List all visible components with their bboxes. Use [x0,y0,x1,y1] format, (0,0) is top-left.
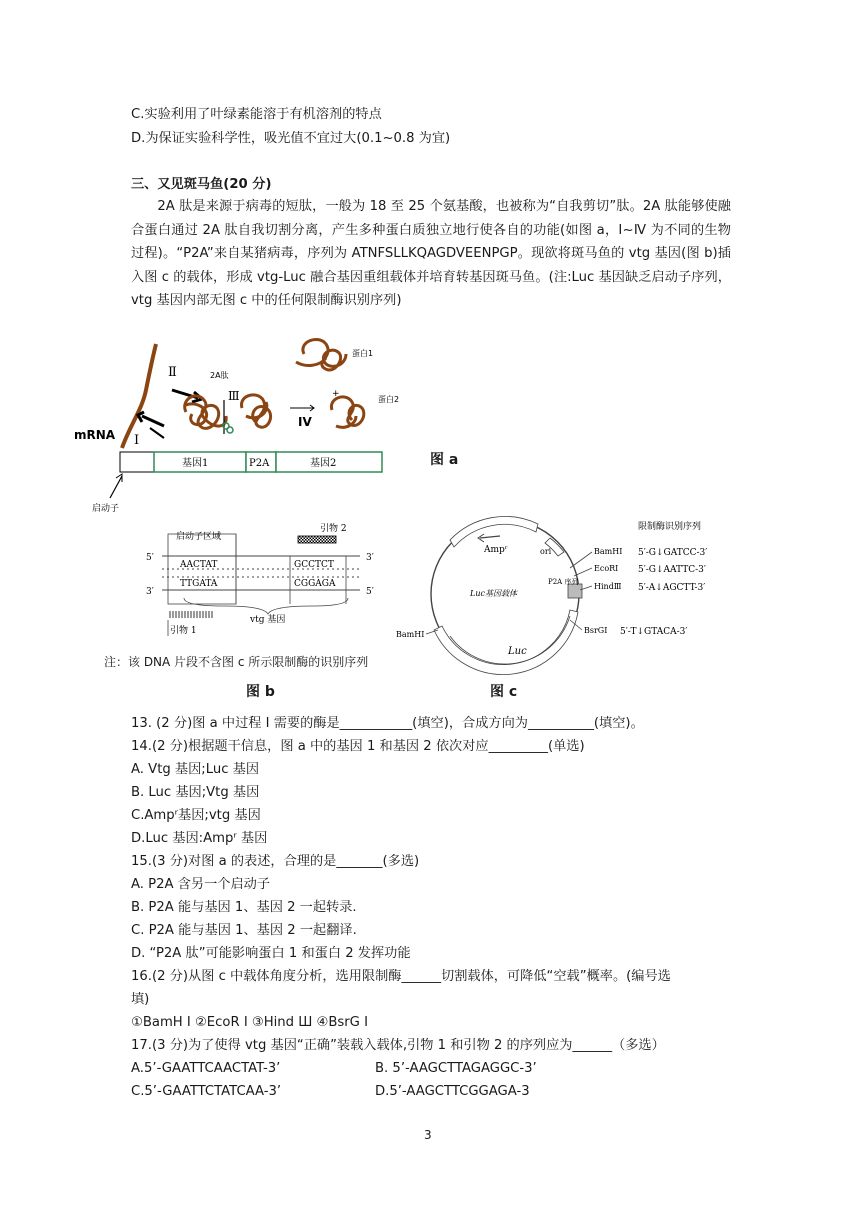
b-5prime-bottom: 5′ [366,587,374,597]
option-d-prev: D.为保证实验科学性，吸光值不宜过大(0.1~0.8 为宜) [131,131,451,146]
q15-b: B. P2A 能与基因 1、基因 2 一起转录. [131,900,357,915]
seq-ecori: 5′-G↓AATTC-3′ [638,565,706,575]
ampr-arc [450,516,538,547]
b-5prime-top: 5′ [146,553,154,563]
mrna-label: mRNA [74,428,116,442]
q17-c: C.5’-GAATTCTATCAA-3’ [131,1084,282,1099]
vector-label: Luc基因载体 [470,589,517,598]
restriction-title: 限制酶识别序列 [638,522,702,532]
promoter-region-label: 启动子区域 [176,532,222,542]
seq-bsrgi: 5′-T↓GTACA-3′ [620,627,688,637]
q15-d: D. “P2A 肽”可能影响蛋白 1 和蛋白 2 发挥功能 [131,946,411,961]
figure-b-note: 注：该 DNA 片段不含图 c 所示限制酶的识别序列 [104,655,369,669]
section-intro: 2A 肽是来源于病毒的短肽，一般为 18 至 25 个氨基酸，也被称为“自我剪切”肽。2A 肽能够使融合蛋白通过 2A 肽自我切割分离，产生多种蛋白质独立地行使各自的功能(如图 a，Ⅰ~Ⅳ 为不同的生物过程)。“P2A”来自某猪病毒，序列为 ATNFSLLKQAGDVEENPGP。现欲将斑马鱼的 vtg 基因(图 b)插入图 c 的载体，形成 vtg-Luc 融合基因重组载体并培育转基因斑马鱼。(注:Luc 基因缺乏启动子序列，vtg 基因内部无图 c 中的任何限制酶识别序列) [131,199,731,308]
site-bamhi: BamHⅠ [594,547,623,556]
p2a-label: P2A [249,458,270,469]
page-number: 3 [424,1128,432,1142]
q14-d: D.Luc 基因:Ampʳ 基因 [131,831,268,846]
figure-c [390,512,750,677]
site-hindiii: HindⅢ [594,582,622,591]
primer2-bar [298,536,336,543]
q17: 17.(3 分)为了使得 vtg 基因“正确”装载入载体,引物 1 和引物 2 的序列应为______（多选） [131,1038,665,1053]
figure-c-caption: 图 c [490,684,518,700]
roman-2: Ⅱ [168,365,177,380]
q14-c: C.Ampʳ基因;vtg 基因 [131,808,261,823]
q14: 14.(2 分)根据题干信息，图 a 中的基因 1 和基因 2 依次对应_________(单选) [131,739,585,754]
seq-top-left: AACTAT [180,560,218,570]
protein1-label: 蛋白1 [352,349,374,358]
promoter-label: 启动子 [92,504,120,514]
figure-b [140,518,390,648]
site-bamhi-left: BamHⅠ [396,630,425,639]
figure-b-caption: 图 b [246,684,275,700]
q17-b: B. 5’-AAGCTTAGAGGC-3’ [375,1061,537,1076]
seq-top-right: GCCTCT [294,560,334,570]
ori-label: ori [540,547,552,556]
b-3prime-top: 3′ [366,553,374,563]
peptide-label: 2A肽 [210,371,229,380]
roman-3: Ⅲ [228,389,240,403]
q16-cont: 填) [131,992,150,1007]
q16: 16.(2 分)从图 c 中载体角度分析，选用限制酶______切割载体，可降低“空载”概率。(编号选 [131,969,671,984]
primer1-bar [170,611,212,618]
seq-bottom-right: CGGAGA [294,579,336,589]
seq-bottom-left: TTGATA [180,579,218,589]
figure-a [60,330,480,520]
q15-a: A. P2A 含另一个启动子 [131,877,271,892]
q17-d: D.5’-AAGCTTCGGAGA-3 [375,1084,530,1099]
primer1-label: 引物 1 [170,626,197,636]
q13: 13. (2 分)图 a 中过程 Ⅰ 需要的酶是___________(填空)，合成方向为__________(填空)。 [131,716,644,731]
q17-a: A.5’-GAATTCAACTAT-3’ [131,1061,281,1076]
section-title: 三、又见斑马鱼(20 分) [131,177,272,192]
q16-options: ①BamH I ②EcoR I ③Hind Ш ④BsrG I [131,1015,368,1030]
vtg-gene-label: vtg 基因 [250,615,286,625]
b-3prime-bottom: 3′ [146,587,154,597]
seq-hindiii: 5′-A↓AGCTT-3′ [638,583,706,593]
luc-label: Luc [508,646,527,657]
roman-4: IV [298,415,312,429]
q15: 15.(3 分)对图 a 的表述，合理的是_______(多选) [131,854,420,869]
q14-a: A. Vtg 基因;Luc 基因 [131,762,260,777]
p2a-seq-label: P2A 序列 [548,578,579,586]
seq-bamhi: 5′-G↓GATCC-3′ [638,548,708,558]
roman-1: Ⅰ [134,433,140,448]
q15-c: C. P2A 能与基因 1、基因 2 一起翻译. [131,923,357,938]
q14-b: B. Luc 基因;Vtg 基因 [131,785,260,800]
protein2-label: 蛋白2 [378,395,400,404]
primer2-label: 引物 2 [320,524,347,534]
ampr-label: Ampʳ [484,545,508,555]
gene2-label: 基因2 [310,458,337,469]
site-ecori: EcoRⅠ [594,564,619,573]
gene1-label: 基因1 [182,458,209,469]
plus-sign: + [332,389,340,399]
option-c-prev: C.实验利用了叶绿素能溶于有机溶剂的特点 [131,107,382,122]
site-bsrgi: BsrGⅠ [584,626,608,635]
figure-a-caption: 图 a [430,452,459,468]
